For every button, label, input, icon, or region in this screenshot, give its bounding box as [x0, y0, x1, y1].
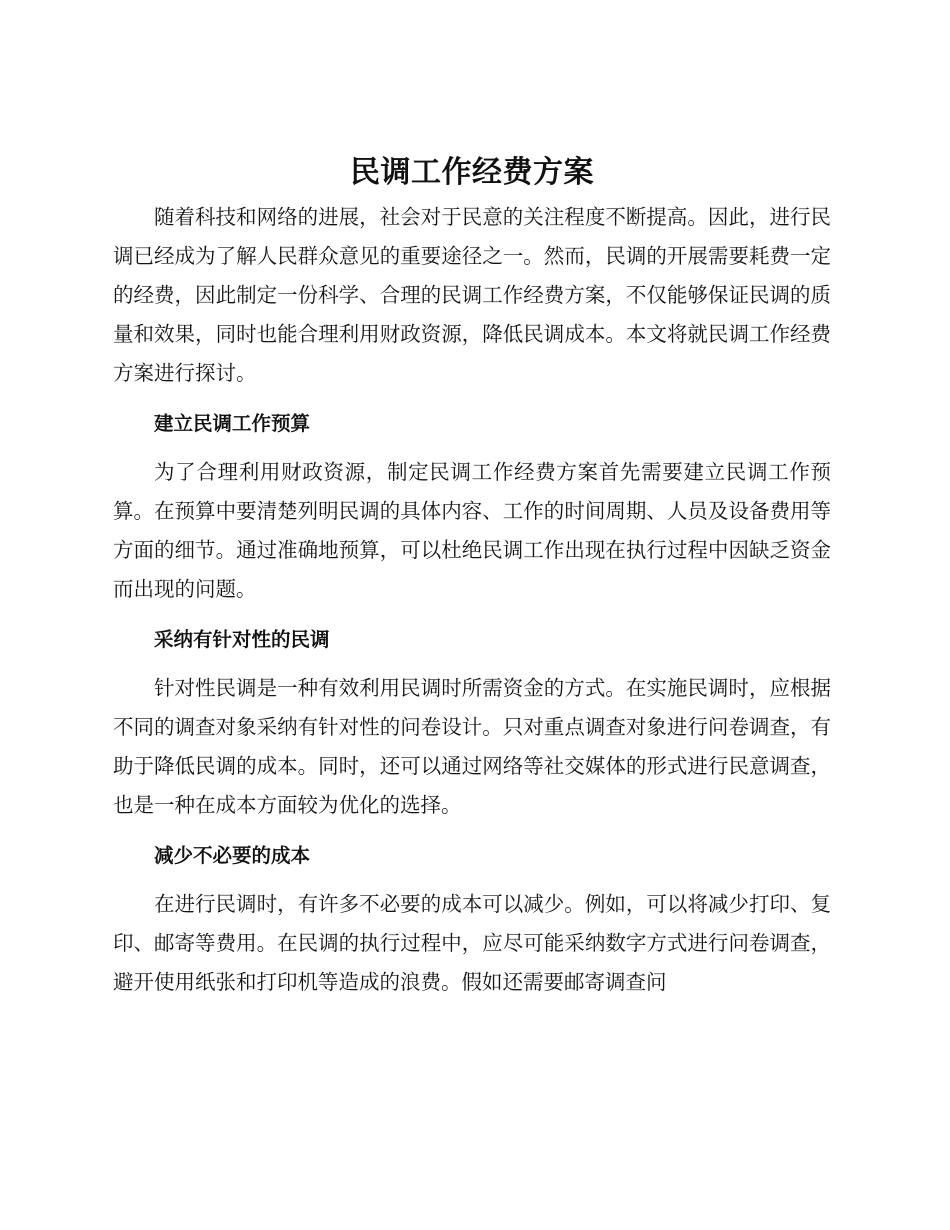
intro-paragraph: 随着科技和网络的进展，社会对于民意的关注程度不断提高。因此，进行民调已经成为了解人民群众意见的重要途径之一。然而，民调的开展需要耗费一定的经费，因此制定一份科学、合理的民调工作经费方案，不仅能够保证民调的质量和效果，同时也能合理利用财政资源，降低民调成本。本文将就民调工作经费方案进行探讨。 — [113, 205, 831, 385]
section-heading-targeted: 采纳有针对性的民调 — [154, 628, 330, 651]
section-heading-reduce-cost: 减少不必要的成本 — [154, 844, 311, 867]
section-body-reduce-cost: 在进行民调时，有许多不必要的成本可以减少。例如，可以将减少打印、复印、邮寄等费用。在民调的执行过程中，应尽可能采纳数字方式进行问卷调查，避开使用纸张和打印机等造成的浪费。假如还需要邮寄调查问 — [113, 892, 831, 994]
document-title: 民调工作经费方案 — [350, 155, 594, 190]
section-body-targeted: 针对性民调是一种有效利用民调时所需资金的方式。在实施民调时，应根据不同的调查对象采纳有针对性的问卷设计。只对重点调查对象进行问卷调查，有助于降低民调的成本。同时，还可以通过网络等社交媒体的形式进行民意调查，也是一种在成本方面较为优化的选择。 — [113, 676, 831, 817]
document-body — [113, 148, 831, 1003]
section-body-budget: 为了合理利用财政资源，制定民调工作经费方案首先需要建立民调工作预算。在预算中要清楚列明民调的具体内容、工作的时间周期、人员及设备费用等方面的细节。通过准确地预算，可以杜绝民调工作出现在执行过程中因缺乏资金而出现的问题。 — [113, 460, 831, 601]
section-heading-budget: 建立民调工作预算 — [154, 412, 311, 435]
